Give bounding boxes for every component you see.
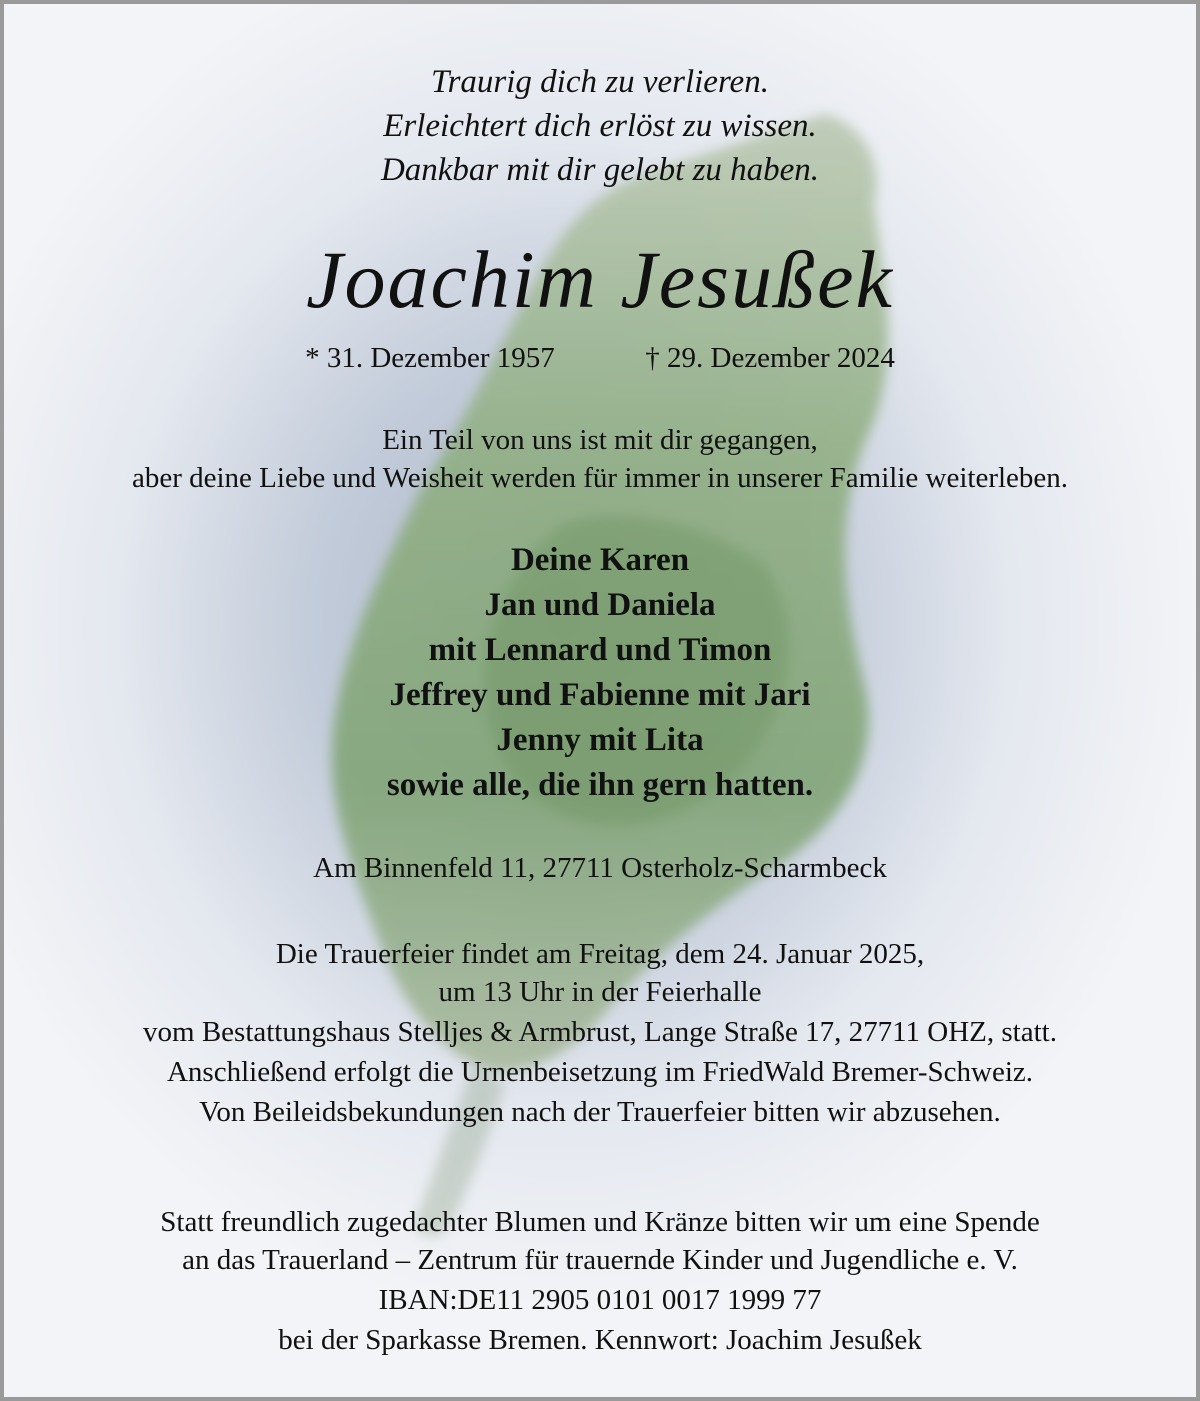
- family-line-1: Deine Karen: [510, 542, 690, 578]
- ceremony-line-3: vom Bestattungshaus Stelljes & Armbrust, Lange Straße 17, 27711 OHZ, statt.: [143, 1016, 1057, 1048]
- family-line-6: sowie alle, die ihn gern hatten.: [386, 767, 814, 803]
- family-line-3: mit Lennard und Timon: [428, 632, 772, 668]
- poem-line-3: Dankbar mit dir gelebt zu haben.: [380, 152, 820, 188]
- family-line-5: Jenny mit Lita: [496, 722, 704, 758]
- poem-line-1: Traurig dich zu verlieren.: [431, 64, 769, 100]
- donation-line-2: an das Trauerland – Zentrum für trauernde Kinder und Jugendliche e. V.: [182, 1244, 1018, 1276]
- deceased-name: Joachim Jesußek: [306, 234, 894, 325]
- ceremony-line-2: um 13 Uhr in der Feierhalle: [438, 976, 762, 1008]
- ceremony-line-1: Die Trauerfeier findet am Freitag, dem 24. Januar 2025,: [275, 938, 925, 970]
- life-dates: [4, 340, 1196, 376]
- poem-line-2: Erleichtert dich erlöst zu wissen.: [383, 108, 817, 144]
- donation-line-1: Statt freundlich zugedachter Blumen und Kränze bitten wir um eine Spende: [160, 1206, 1040, 1238]
- family-address: Am Binnenfeld 11, 27711 Osterholz-Scharmbeck: [313, 852, 887, 884]
- donation-iban: IBAN:DE11 2905 0101 0017 1999 77: [378, 1284, 822, 1316]
- birth-date: * 31. Dezember 1957: [305, 342, 555, 374]
- notice-text: [4, 4, 1196, 1397]
- death-date: † 29. Dezember 2024: [645, 342, 895, 374]
- ceremony-line-5: Von Beileidsbekundungen nach der Trauerfeier bitten wir abzusehen.: [199, 1096, 1001, 1128]
- ceremony-line-4: Anschließend erfolgt die Urnenbeisetzung im FriedWald Bremer-Schweiz.: [166, 1056, 1033, 1088]
- family-line-4: Jeffrey und Fabienne mit Jari: [389, 677, 811, 713]
- donation-line-4: bei der Sparkasse Bremen. Kennwort: Joachim Jesußek: [278, 1324, 922, 1356]
- tribute-line-1: Ein Teil von uns ist mit dir gegangen,: [382, 424, 818, 456]
- tribute-line-2: aber deine Liebe und Weisheit werden für immer in unserer Familie weiterleben.: [131, 462, 1069, 494]
- family-line-2: Jan und Daniela: [484, 587, 716, 623]
